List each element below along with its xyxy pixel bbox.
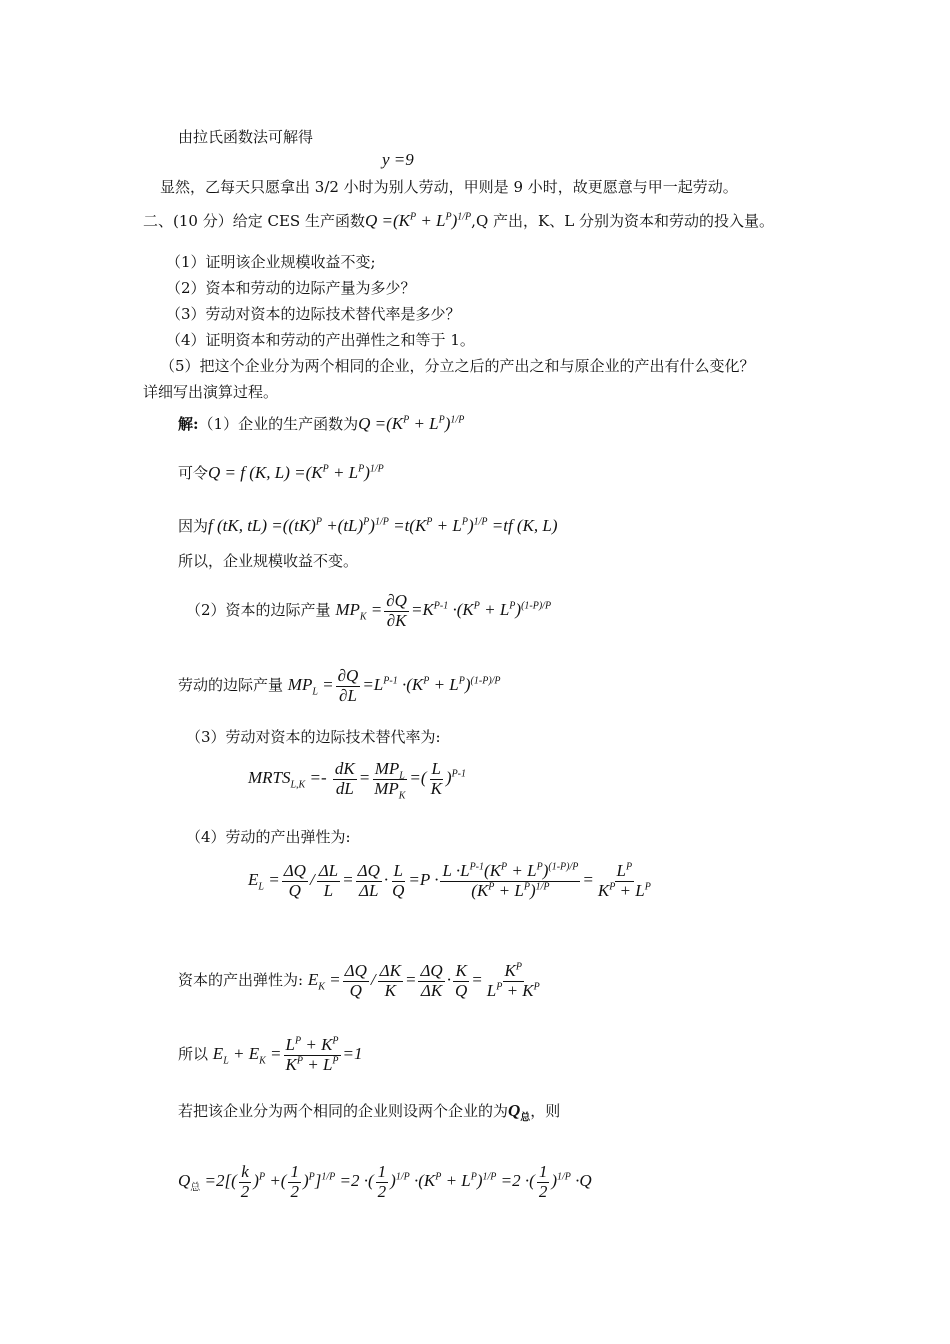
- problem-tail: ,Q 产出，K、L 分别为资本和劳动的投入量。: [471, 212, 774, 230]
- sum-line: 所以 $E_L + E_K$ = $\frac{L^P + K^P}{K^P + L^P}$ =1: [178, 1035, 363, 1074]
- y-result: y =9: [382, 150, 414, 169]
- solution-1: 解:（1）企业的生产函数为$Q =(K^P + L^P)^{1/P}$: [178, 414, 465, 433]
- question-5a: （5）把这个企业分为两个相同的企业，分立之后的产出之和与原企业的产出有什么变化？: [160, 357, 755, 375]
- intro-line: 由拉氏函数法可解得: [178, 128, 314, 146]
- el-formula: $E_L$ = $\frac{\Delta Q}{Q}$ / $\frac{\Delta L}{L}$ = $\frac{\Delta Q}{\Delta L}$ · $\frac{L}{Q}$ =P · $\frac{L \cdot L^{P-1}(K^P + L^P)^{(1-P)/P}}{(K^P + L^P)^{1/P}}$ = $\frac{L^P}{K^P + L^P}$: [248, 861, 651, 900]
- question-5b: 详细写出演算过程。: [143, 383, 279, 401]
- q-total-sub: 总: [520, 1112, 531, 1124]
- mrts-heading: （3）劳动对资本的边际技术替代率为:: [186, 728, 441, 746]
- question-3: （3）劳动对资本的边际技术替代率是多少？: [166, 305, 461, 323]
- el-heading: （4）劳动的产出弹性为:: [186, 828, 351, 846]
- problem-lead: 二、(10 分）给定 CES 生产函数: [143, 212, 365, 230]
- mpl-line: 劳动的边际产量 $MP_L$ = $\frac{\partial Q}{\partial L}$ $=L^{P-1} \cdot(K^P + L^P)^{(1-P)/P}$: [178, 666, 501, 705]
- because-text: 因为: [178, 517, 209, 535]
- problem-statement: [143, 210, 774, 231]
- split-line: 若把该企业分为两个相同的企业则设两个企业的为$Q_总$，则: [178, 1101, 561, 1124]
- ek-line: 资本的产出弹性为: $E_K$ = $\frac{\Delta Q}{Q}$ / $\frac{\Delta K}{K}$ = $\frac{\Delta Q}{\Delta K}$ · $\frac{K}{Q}$ = $\frac{K^P}{L^P + K^P}$: [178, 961, 540, 1000]
- solution-1-text: （1）企业的生产函数为: [198, 415, 359, 433]
- mrts-formula: $MRTS_{L,K}$ =- $\frac{dK}{dL}$ = $\frac{MP_L}{MP_K}$ =( $\frac{L}{K}$ )$^{P-1}$: [248, 759, 467, 802]
- mpk-line: （2）资本的边际产量 $MP_K$ = $\frac{\partial Q}{\partial K}$ $=K^{P-1} \cdot(K^P + L^P)^{(1-P)/P}$: [186, 591, 552, 630]
- question-4: （4）证明资本和劳动的产出弹性之和等于 1。: [166, 331, 475, 349]
- mpk-text: （2）资本的边际产量: [186, 601, 331, 620]
- because-line: 因为f (tK, $tL) =((tK)^P +(tL)^P)^{1/P} =t(K^P + L^P)^{1/P} =tf$ (K, L): [178, 516, 558, 535]
- split-formula: $Q_总 =2$[( $\frac{k}{2}$ )$^P$ +( $\frac{1}{2}$ )$^P$]$^{1/P}$ =2 ·( $\frac{1}{2}$ )$^{1/P} \cdot(K^P + L^P)^{1/P} =2$ ·( $\frac{1}{2}$ )$^{1/P}$ ·Q: [178, 1162, 592, 1201]
- let-text: 可令: [178, 464, 209, 482]
- jie-label: 解:: [178, 415, 199, 433]
- conclusion-line: 显然，乙每天只愿拿出 3/2 小时为别人劳动，甲则是 9 小时，故更愿意与甲一起劳动。: [160, 178, 738, 196]
- mpl-text: 劳动的边际产量: [178, 676, 284, 695]
- let-line: 可令Q = f (K, $L) =(K^P + L^P)^{1/P}$: [178, 463, 384, 482]
- ces-formula: $Q =(K^P + L^P)^{1/P}$: [364, 211, 472, 230]
- question-1: （1）证明该企业规模收益不变;: [166, 253, 376, 271]
- sum-text: 所以: [178, 1045, 209, 1064]
- split-text: 若把该企业分为两个相同的企业则设两个企业的为: [178, 1102, 509, 1120]
- ek-text: 资本的产出弹性为:: [178, 971, 304, 990]
- split-tail: ，则: [530, 1102, 561, 1120]
- so-line: 所以，企业规模收益不变。: [178, 552, 359, 570]
- question-2: （2）资本和劳动的边际产量为多少？: [166, 279, 416, 297]
